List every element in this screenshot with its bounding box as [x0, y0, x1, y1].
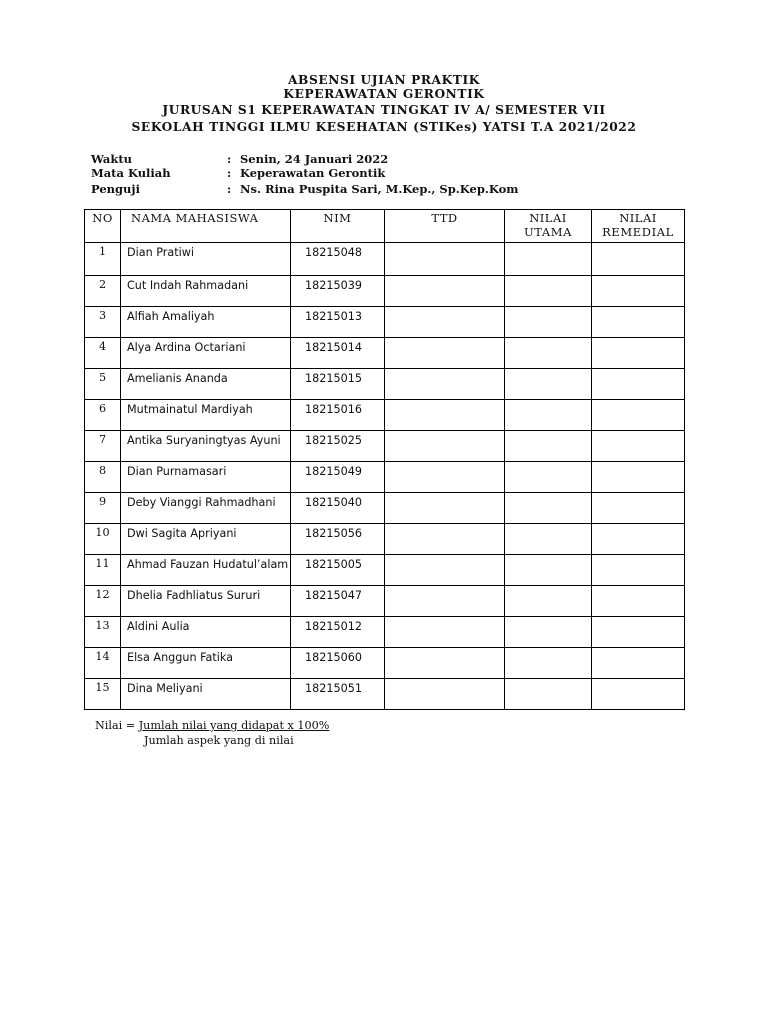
info-matkul-label: Mata Kuliah [91, 166, 171, 180]
row-nama: Dian Pratiwi [121, 243, 291, 276]
row-nama: Cut Indah Rahmadani [121, 276, 291, 307]
row-no: 2 [85, 276, 121, 307]
info-matkul-value: Keperawatan Gerontik [240, 166, 386, 180]
row-no: 9 [85, 493, 121, 524]
row-ttd[interactable] [385, 555, 505, 586]
table-row [85, 555, 685, 586]
row-ttd[interactable] [385, 307, 505, 338]
row-nama: Dhelia Fadhliatus Sururi [121, 586, 291, 617]
row-ttd[interactable] [385, 648, 505, 679]
info-waktu-value: Senin, 24 Januari 2022 [240, 152, 389, 166]
row-nim: 18215012 [291, 617, 385, 648]
row-nilai-utama[interactable] [505, 307, 592, 338]
row-nilai-utama[interactable] [505, 679, 592, 710]
row-nim: 18215005 [291, 555, 385, 586]
row-nilai-utama[interactable] [505, 276, 592, 307]
table-row [85, 648, 685, 679]
row-nama: Dian Purnamasari [121, 462, 291, 493]
table-row [85, 243, 685, 276]
header-nilai-utama-title: NILAI [529, 211, 567, 225]
row-nilai-remedial[interactable] [592, 648, 685, 679]
header-nilai-utama-sub: UTAMA [523, 225, 573, 239]
row-no: 4 [85, 338, 121, 369]
table-header-row [85, 210, 685, 243]
row-nilai-utama[interactable] [505, 648, 592, 679]
table-row [85, 400, 685, 431]
header-nilai-remedial [592, 210, 685, 243]
row-nilai-utama[interactable] [505, 243, 592, 276]
row-nim: 18215049 [291, 462, 385, 493]
row-nama: Amelianis Ananda [121, 369, 291, 400]
info-separator: : [227, 182, 232, 196]
attendance-table [84, 209, 685, 710]
row-ttd[interactable] [385, 431, 505, 462]
row-nilai-utama[interactable] [505, 586, 592, 617]
doc-subtitle-institution: SEKOLAH TINGGI ILMU KESEHATAN (STIKes) YATSI T.A 2021/2022 [131, 120, 637, 134]
table-body [85, 243, 685, 710]
row-ttd[interactable] [385, 679, 505, 710]
row-ttd[interactable] [385, 462, 505, 493]
row-no: 14 [85, 648, 121, 679]
table-row [85, 493, 685, 524]
row-ttd[interactable] [385, 243, 505, 276]
header-nilai-remedial-title: NILAI [619, 211, 657, 225]
row-nilai-remedial[interactable] [592, 679, 685, 710]
info-separator: : [227, 166, 232, 180]
row-nilai-remedial[interactable] [592, 338, 685, 369]
row-nim: 18215051 [291, 679, 385, 710]
table-row [85, 276, 685, 307]
row-nilai-utama[interactable] [505, 462, 592, 493]
table-row [85, 431, 685, 462]
row-ttd[interactable] [385, 276, 505, 307]
row-nilai-utama[interactable] [505, 431, 592, 462]
row-no: 11 [85, 555, 121, 586]
info-penguji-value: Ns. Rina Puspita Sari, M.Kep., Sp.Kep.Kom [240, 182, 519, 196]
row-nim: 18215040 [291, 493, 385, 524]
row-nama: Deby Vianggi Rahmadhani [121, 493, 291, 524]
row-nilai-remedial[interactable] [592, 493, 685, 524]
header-nilai-utama [505, 210, 592, 243]
header-nilai-remedial-sub: REMEDIAL [602, 225, 674, 239]
row-nilai-remedial[interactable] [592, 369, 685, 400]
row-nilai-remedial[interactable] [592, 400, 685, 431]
row-nim: 18215015 [291, 369, 385, 400]
table-row [85, 617, 685, 648]
doc-title: ABSENSI UJIAN PRAKTIK [288, 73, 480, 87]
row-nilai-remedial[interactable] [592, 243, 685, 276]
row-nama: Antika Suryaningtyas Ayuni [121, 431, 291, 462]
info-penguji-label: Penguji [91, 182, 140, 196]
table-row [85, 524, 685, 555]
row-nama: Ahmad Fauzan Hudatul’alam [121, 555, 291, 586]
row-nim: 18215025 [291, 431, 385, 462]
header-no: NO [85, 210, 121, 243]
doc-subtitle-course: KEPERAWATAN GERONTIK [283, 87, 485, 101]
row-nilai-utama[interactable] [505, 369, 592, 400]
row-nama: Dina Meliyani [121, 679, 291, 710]
row-nilai-utama[interactable] [505, 524, 592, 555]
row-nama: Alfiah Amaliyah [121, 307, 291, 338]
table-row [85, 462, 685, 493]
row-ttd[interactable] [385, 586, 505, 617]
formula-line [95, 719, 329, 733]
row-nilai-remedial[interactable] [592, 555, 685, 586]
row-nilai-utama[interactable] [505, 400, 592, 431]
table-row [85, 586, 685, 617]
row-nama: Aldini Aulia [121, 617, 291, 648]
row-nim: 18215039 [291, 276, 385, 307]
doc-subtitle-department: JURUSAN S1 KEPERAWATAN TINGKAT IV A/ SEMESTER VII [162, 103, 606, 117]
row-nilai-remedial[interactable] [592, 276, 685, 307]
row-no: 3 [85, 307, 121, 338]
row-no: 13 [85, 617, 121, 648]
row-nilai-utama[interactable] [505, 493, 592, 524]
row-nilai-remedial[interactable] [592, 617, 685, 648]
row-nilai-remedial[interactable] [592, 524, 685, 555]
header-nim: NIM [291, 210, 385, 243]
row-ttd[interactable] [385, 369, 505, 400]
info-separator: : [227, 152, 232, 166]
row-nilai-utama[interactable] [505, 555, 592, 586]
row-nama: Mutmainatul Mardiyah [121, 400, 291, 431]
row-nim: 18215060 [291, 648, 385, 679]
formula-prefix: Nilai = [95, 719, 139, 732]
row-nim: 18215016 [291, 400, 385, 431]
table-row [85, 369, 685, 400]
row-ttd[interactable] [385, 493, 505, 524]
info-waktu-label: Waktu [91, 152, 133, 166]
row-no: 6 [85, 400, 121, 431]
row-ttd[interactable] [385, 338, 505, 369]
row-nilai-remedial[interactable] [592, 462, 685, 493]
formula-numerator: Jumlah nilai yang didapat x 100% [138, 719, 330, 732]
header-ttd: TTD [385, 210, 505, 243]
row-nim: 18215047 [291, 586, 385, 617]
row-ttd[interactable] [385, 617, 505, 648]
row-nama: Alya Ardina Octariani [121, 338, 291, 369]
row-ttd[interactable] [385, 524, 505, 555]
row-no: 1 [85, 243, 121, 276]
row-no: 8 [85, 462, 121, 493]
row-nama: Dwi Sagita Apriyani [121, 524, 291, 555]
row-nilai-utama[interactable] [505, 617, 592, 648]
row-nim: 18215013 [291, 307, 385, 338]
row-nilai-remedial[interactable] [592, 307, 685, 338]
row-no: 15 [85, 679, 121, 710]
row-ttd[interactable] [385, 400, 505, 431]
table-row [85, 679, 685, 710]
row-nilai-remedial[interactable] [592, 431, 685, 462]
table-row [85, 338, 685, 369]
row-nama: Elsa Anggun Fatika [121, 648, 291, 679]
row-nilai-remedial[interactable] [592, 586, 685, 617]
table-row [85, 307, 685, 338]
formula-denominator: Jumlah aspek yang di nilai [144, 734, 294, 747]
row-no: 7 [85, 431, 121, 462]
row-nim: 18215014 [291, 338, 385, 369]
header-nama: NAMA MAHASISWA [121, 210, 291, 243]
row-nim: 18215056 [291, 524, 385, 555]
row-no: 5 [85, 369, 121, 400]
row-no: 10 [85, 524, 121, 555]
row-no: 12 [85, 586, 121, 617]
row-nilai-utama[interactable] [505, 338, 592, 369]
row-nim: 18215048 [291, 243, 385, 276]
